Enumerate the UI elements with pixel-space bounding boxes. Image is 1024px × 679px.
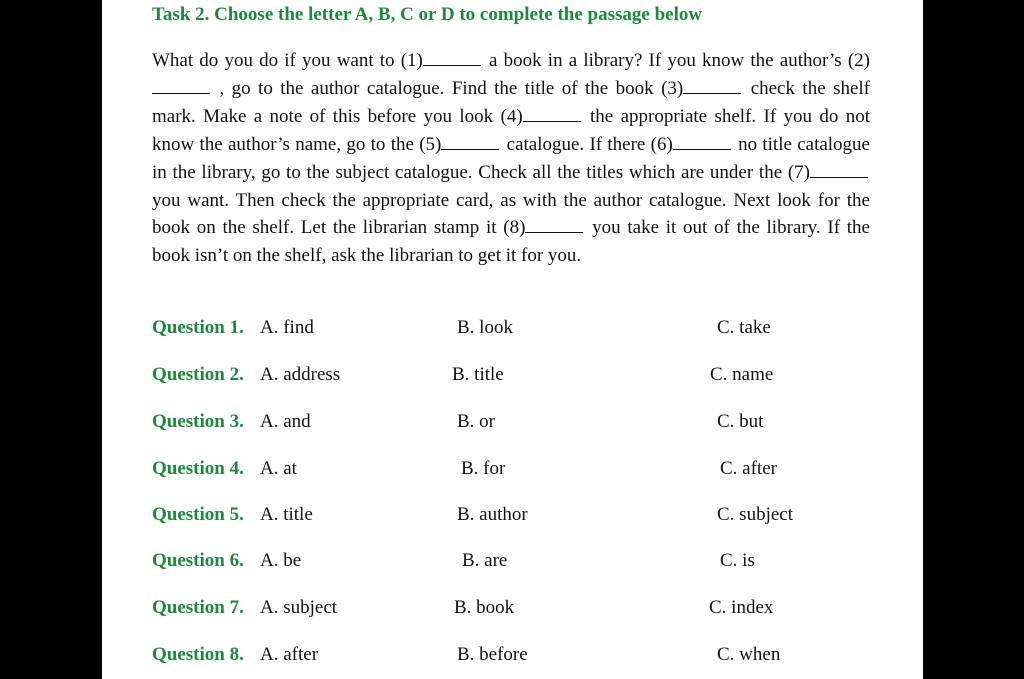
- option-b[interactable]: B. look: [457, 317, 513, 338]
- question-row: [152, 550, 870, 578]
- question-label: Question 1.: [152, 317, 244, 338]
- question-label: Question 6.: [152, 550, 244, 571]
- option-b[interactable]: B. author: [457, 504, 528, 525]
- question-row: [152, 458, 870, 486]
- option-b[interactable]: B. for: [461, 458, 506, 479]
- question-row: [152, 411, 870, 439]
- option-a[interactable]: A. after: [260, 644, 319, 665]
- answer-blank[interactable]: [525, 231, 583, 233]
- answer-blank[interactable]: [423, 64, 481, 66]
- option-b[interactable]: B. before: [457, 644, 528, 665]
- option-b[interactable]: B. title: [452, 364, 504, 385]
- question-label: Question 4.: [152, 458, 244, 479]
- passage-segment: no title catalogue in the library, go to the subject catalogue. Check all the titles which are under the (7): [152, 133, 870, 183]
- document-page: [102, 0, 923, 679]
- answer-blank[interactable]: [441, 148, 499, 150]
- passage-segment: the appropriate shelf. If you do not know the author’s name, go to the (5): [152, 105, 870, 155]
- question-label: Question 7.: [152, 597, 244, 618]
- option-b[interactable]: B. are: [462, 550, 508, 571]
- question-label: Question 8.: [152, 644, 244, 665]
- option-a[interactable]: A. at: [260, 458, 297, 479]
- answer-blank[interactable]: [683, 92, 741, 94]
- question-row: [152, 644, 870, 672]
- option-c[interactable]: C. name: [710, 364, 774, 385]
- passage-segment: catalogue. If there (6): [506, 133, 673, 155]
- option-c[interactable]: C. index: [709, 597, 774, 618]
- option-a[interactable]: A. subject: [260, 597, 338, 618]
- option-a[interactable]: A. find: [260, 317, 314, 338]
- task-title: Task 2. Choose the letter A, B, C or D to complete the passage below: [152, 4, 703, 25]
- option-b[interactable]: B. book: [454, 597, 515, 618]
- passage-segment: you take it out of the library. If the book isn’t on the shelf, ask the librarian to get it for you.: [152, 217, 870, 267]
- passage-segment: , go to the author catalogue. Find the title of the book (3): [219, 77, 684, 99]
- question-row: [152, 364, 870, 392]
- answer-blank[interactable]: [152, 92, 210, 94]
- question-label: Question 3.: [152, 411, 244, 432]
- option-c[interactable]: C. is: [720, 550, 755, 571]
- passage-segment: check the shelf mark. Make a note of this before you look (4): [152, 77, 870, 127]
- passage-segment: What do you do if you want to (1): [152, 50, 423, 71]
- question-row: [152, 317, 870, 345]
- option-c[interactable]: C. subject: [717, 504, 793, 525]
- option-a[interactable]: A. be: [260, 550, 302, 571]
- answer-blank[interactable]: [673, 148, 731, 150]
- question-row: [152, 504, 870, 532]
- option-c[interactable]: C. after: [720, 458, 777, 479]
- passage: [152, 47, 870, 270]
- option-b[interactable]: B. or: [457, 411, 495, 432]
- option-c[interactable]: C. but: [717, 411, 764, 432]
- option-a[interactable]: A. title: [260, 504, 313, 525]
- question-label: Question 2.: [152, 364, 244, 385]
- option-c[interactable]: C. when: [717, 644, 781, 665]
- option-a[interactable]: A. and: [260, 411, 311, 432]
- answer-blank[interactable]: [810, 176, 868, 178]
- question-row: [152, 597, 870, 625]
- option-c[interactable]: C. take: [717, 317, 771, 338]
- question-label: Question 5.: [152, 504, 244, 525]
- answer-blank[interactable]: [523, 120, 581, 122]
- passage-segment: you want. Then check the appropriate card, as with the author catalogue. Next look for the book on the shelf. Let the librarian stamp it (8): [152, 189, 870, 239]
- passage-segment: a book in a library? If you know the author’s (2): [489, 50, 870, 71]
- option-a[interactable]: A. address: [260, 364, 341, 385]
